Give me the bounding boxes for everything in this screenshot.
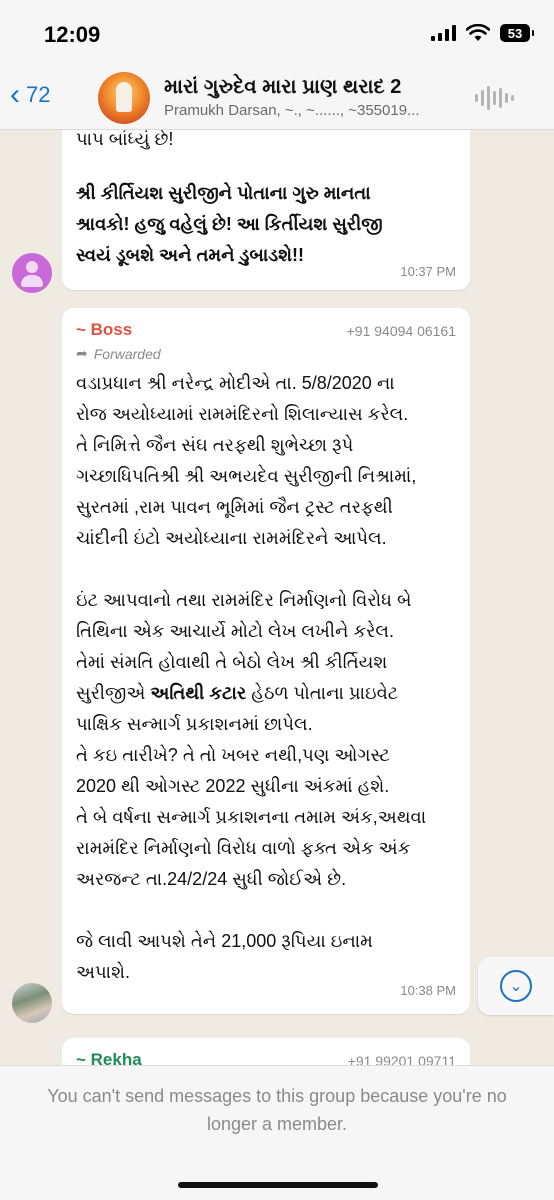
avatar-head (26, 261, 38, 273)
message-line: સ્વયં ડૂબશે અને તમને ડુબાડશે!! (76, 245, 305, 265)
message-line: ગચ્છાધિપતિશ્રી શ્રી અભયદેવ સુરીજીની નિશ્રામાં, (76, 466, 417, 486)
message-line: તે કઇ તારીખે? તે તો ખબર નથી,પણ ઓગસ્ટ (76, 745, 390, 765)
forwarded-label (76, 345, 161, 362)
message-line: અપાશે. (76, 962, 130, 982)
group-members[interactable]: Pramukh Darsan, ~., ~......, ~355019... (164, 102, 420, 119)
message-bubble[interactable] (62, 130, 470, 290)
text-segment: સુરીજીએ (76, 683, 151, 703)
unread-count: 72 (26, 82, 51, 107)
message-line: 2020 થી ઓગસ્ટ 2022 સુધીના અંકમાં હશે. (76, 776, 390, 796)
status-bar (0, 0, 554, 66)
wifi-icon (466, 24, 490, 42)
message-line: રોજ અયોધ્યામાં રામમંદિરનો શિલાન્યાસ કરેલ. (76, 404, 409, 424)
message-line: પાક્ષિક સન્માર્ગ પ્રકાશનમાં છાપેલ. (76, 714, 313, 734)
message-bubble[interactable] (62, 1038, 470, 1065)
message-line: તિથિના એક આચાર્યે મોટો લેખ લખીને કરેલ. (76, 621, 395, 641)
home-indicator[interactable] (178, 1182, 378, 1188)
chevron-down-icon: ⌄ (500, 970, 532, 1002)
sender-name[interactable]: ~ Boss (76, 320, 133, 339)
bold-text-segment: અતિથી કટાર (150, 683, 247, 703)
group-title[interactable]: મારાં ગુરુદેવ મારા પ્રાણ થરાદ 2 (164, 76, 402, 98)
message-line: અરજન્ટ તા.24/2/24 સુધી જોઈએ છે. (76, 869, 347, 889)
blank-line (76, 554, 460, 585)
guru-figure (116, 82, 132, 112)
sender-phone[interactable]: +91 94094 06161 (346, 323, 456, 339)
message-line (76, 678, 460, 709)
cellular-signal-icon (431, 25, 456, 41)
scroll-to-bottom-button[interactable] (478, 957, 554, 1015)
battery-icon (500, 24, 530, 42)
message-time: 10:37 PM (400, 264, 456, 279)
audio-wave-icon[interactable] (475, 84, 514, 112)
message-line: તે બે વર્ષના સન્માર્ગ પ્રકાશનના તમામ અંક,અથવા (76, 807, 427, 827)
message-line: ચાંદીની ઇંટો અયોધ્યાના રામમંદિરને આપેલ. (76, 528, 387, 548)
avatar-body (21, 275, 43, 287)
message-time: 10:38 PM (400, 983, 456, 998)
message-line: સુરતમાં ,રામ પાવન ભૂમિમાં જૈન ટ્રસ્ટ તરફથી (76, 497, 393, 517)
message-line: ઇંટ આપવાનો તથા રામમંદિર નિર્માણનો વિરોધ બે (76, 590, 412, 610)
message-bubble[interactable] (62, 308, 470, 1014)
message-line: શ્રી કીર્તિયશ સુરીજીને પોતાના ગુરુ માનતા (76, 183, 371, 203)
avatar[interactable] (12, 253, 52, 293)
not-member-notice: You can't send messages to this group because you're no longer a member. (47, 1086, 507, 1134)
avatar[interactable] (12, 983, 52, 1023)
group-avatar[interactable] (98, 72, 150, 124)
message-line: તેમાં સંમતિ હોવાથી તે બેઠો લેખ શ્રી કીર્તિયશ (76, 652, 388, 672)
blank-line (76, 895, 460, 926)
message-partial-line: પાપ બાંધ્યું છે! (76, 130, 174, 149)
message-line: તે નિમિત્તે જૈન સંઘ તરફથી શુભેચ્છા રૂપે (76, 435, 354, 455)
message-line: રામમંદિર નિર્માણનો વિરોધ વાળો ફક્ત એક અંક (76, 838, 411, 858)
sender-phone[interactable]: +91 99201 09711 (347, 1053, 456, 1065)
message-line: શ્રાવકો! હજુ વહેલું છે! આ કિર્તીયશ સુરીજી (76, 214, 383, 234)
text-segment: હેઠળ પોતાના પ્રાઇવેટ (246, 683, 399, 703)
back-button[interactable] (10, 80, 50, 110)
forwarded-text: Forwarded (93, 345, 161, 362)
message-line: જે લાવી આપશે તેને 21,000 રૂપિયા ઇનામ (76, 931, 373, 951)
chevron-left-icon: ‹ (10, 78, 20, 111)
composer-disabled-footer (0, 1065, 554, 1200)
status-time: 12:09 (44, 22, 101, 47)
chat-header (0, 66, 554, 130)
message-line: વડાપ્રધાન શ્રી નરેન્દ્ર મોદીએ તા. 5/8/2020 ના (76, 373, 395, 393)
sender-name[interactable]: ~ Rekha (76, 1050, 142, 1065)
status-icons (431, 24, 530, 42)
forward-arrow-icon: ➦ (76, 345, 88, 361)
chat-area[interactable] (0, 130, 554, 1065)
message-body (76, 368, 460, 988)
battery-level: 53 (507, 25, 523, 41)
